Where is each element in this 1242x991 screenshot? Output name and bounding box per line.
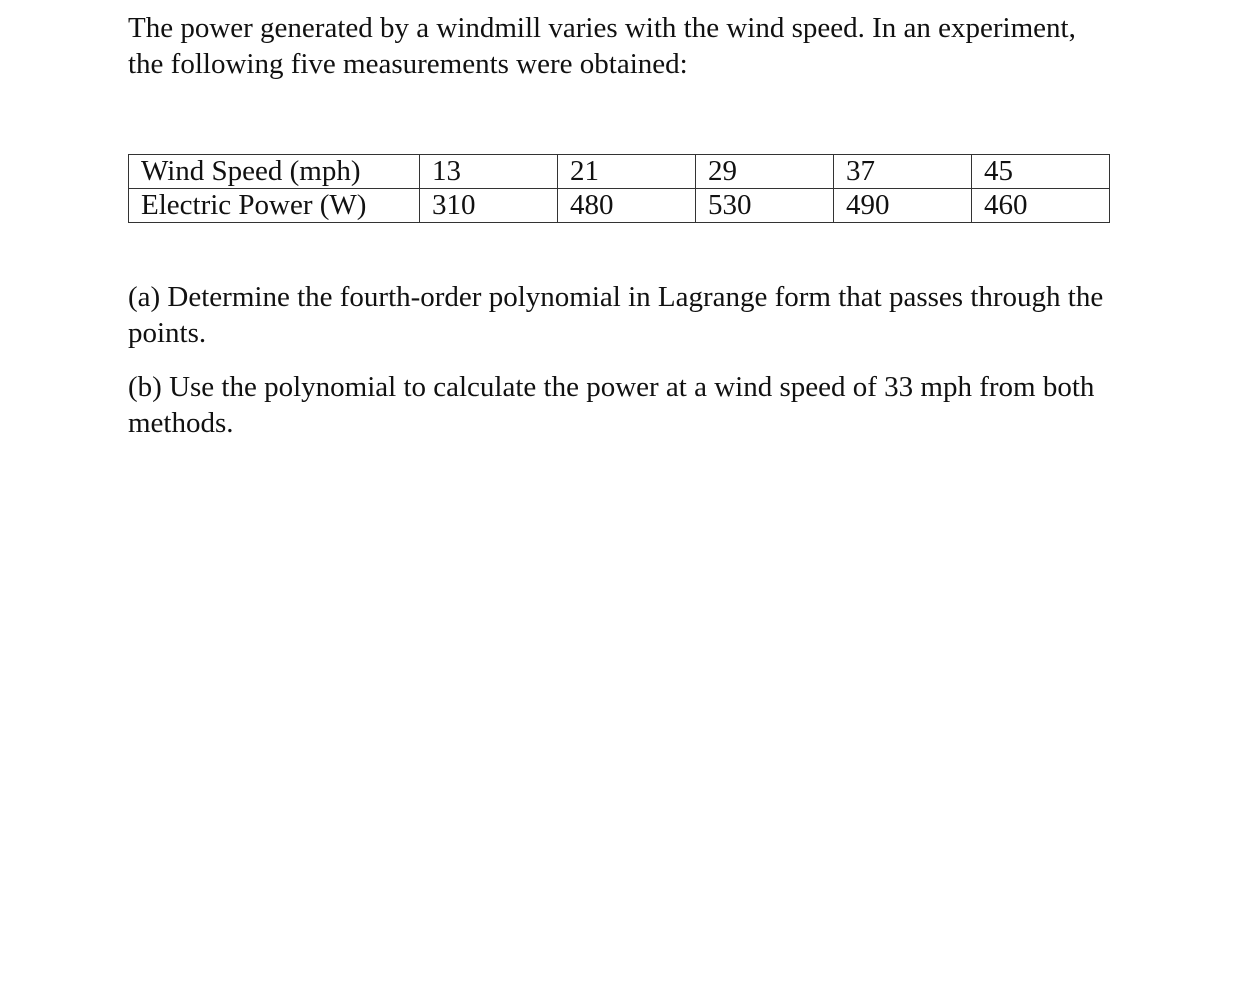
table-cell: 530 bbox=[696, 189, 834, 223]
table-row-wind-speed bbox=[129, 155, 1110, 189]
table-cell: 29 bbox=[696, 155, 834, 189]
question-b: (b) Use the polynomial to calculate the power at a wind speed of 33 mph from both methods. bbox=[128, 371, 1095, 439]
question-a: (a) Determine the fourth-order polynomial in Lagrange form that passes through the points. bbox=[128, 281, 1104, 349]
table-cell: 480 bbox=[558, 189, 696, 223]
table-cell: 21 bbox=[558, 155, 696, 189]
table-cell: 37 bbox=[834, 155, 972, 189]
table-cell: 490 bbox=[834, 189, 972, 223]
measurement-table bbox=[128, 154, 1110, 223]
table-cell: 45 bbox=[972, 155, 1110, 189]
problem-intro: The power generated by a windmill varies with the wind speed. In an experiment, the following five measurements were obtained: bbox=[128, 12, 1076, 80]
table-cell: 13 bbox=[420, 155, 558, 189]
table-row-electric-power bbox=[129, 189, 1110, 223]
table-cell: 310 bbox=[420, 189, 558, 223]
row-label-wind-speed: Wind Speed (mph) bbox=[129, 155, 420, 189]
row-label-electric-power: Electric Power (W) bbox=[129, 189, 420, 223]
table-cell: 460 bbox=[972, 189, 1110, 223]
